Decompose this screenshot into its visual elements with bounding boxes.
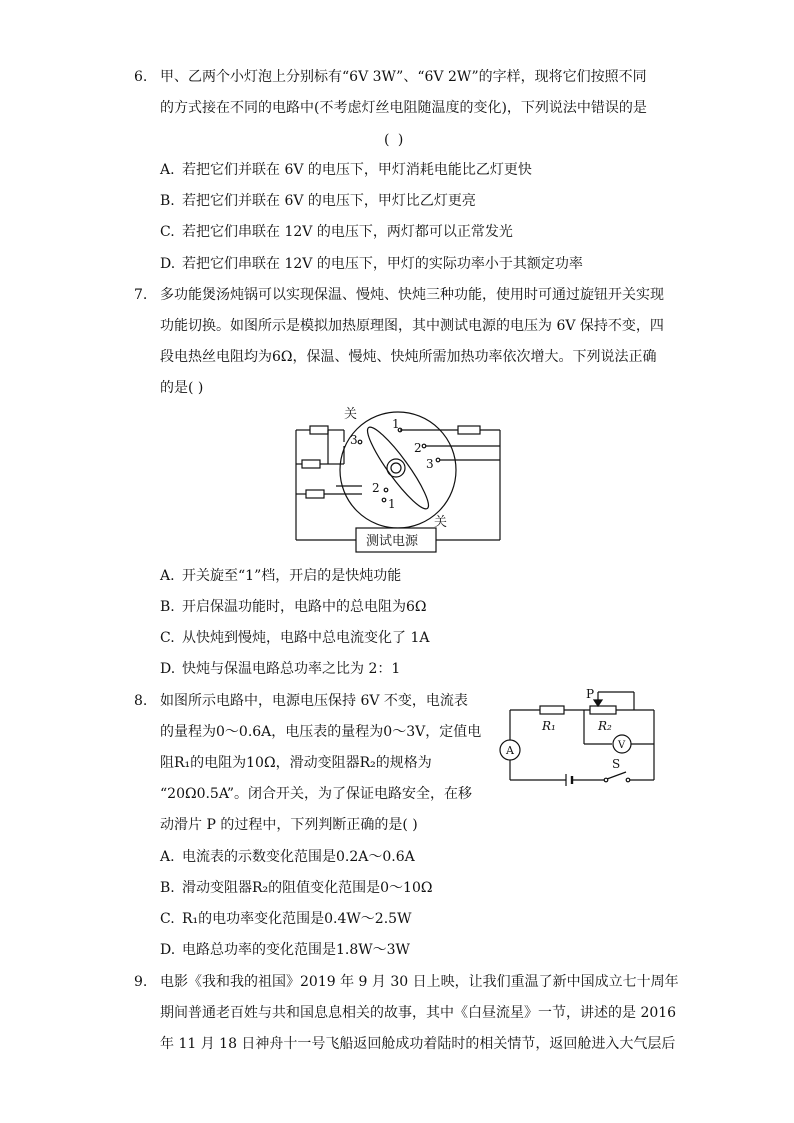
option-text: 从快炖到慢炖，电路中总电流变化了 1A: [182, 630, 430, 646]
option-d: [160, 659, 400, 679]
option-text: 若把它们串联在 12V 的电压下，两灯都可以正常发光: [182, 224, 513, 240]
option-text: 开关旋至“1”档，开启的是快炖功能: [182, 568, 402, 584]
resistor: [306, 490, 324, 498]
resistor: [310, 426, 328, 434]
question-number: 6.: [134, 69, 148, 85]
option-text: R₁的电功率变化范围是0.4W～2.5W: [182, 911, 412, 927]
option-c: [160, 909, 411, 929]
option-text: 电流表的示数变化范围是0.2A～0.6A: [182, 849, 415, 865]
option-letter: D.: [160, 256, 176, 272]
option-letter: B.: [160, 599, 175, 615]
question-number: 8.: [134, 693, 148, 709]
option-letter: A.: [160, 568, 175, 584]
answer-blank: ( ): [384, 132, 406, 148]
option-text: 若把它们并联在 6V 的电压下，甲灯消耗电能比乙灯更快: [182, 162, 532, 178]
option-letter: C.: [160, 630, 175, 646]
r1-label: R₁: [542, 719, 556, 733]
contact-label: 2: [414, 441, 422, 455]
option-d: [160, 940, 410, 960]
option-letter: B.: [160, 880, 175, 896]
label-off-bottom: 关: [434, 515, 448, 530]
contact-label: 2: [372, 481, 380, 495]
option-b: [160, 597, 427, 617]
option-text: 快炖与保温电路总功率之比为 2：1: [182, 661, 401, 677]
ammeter-label: A: [506, 744, 514, 757]
contact-label: 3: [350, 433, 358, 447]
option-letter: C.: [160, 911, 175, 927]
option-text: 若把它们并联在 6V 的电压下，甲灯比乙灯更亮: [182, 193, 476, 209]
resistor: [302, 460, 320, 468]
option-letter: A.: [160, 162, 175, 178]
question-stem-line: 的是( ): [160, 380, 204, 396]
option-letter: A.: [160, 849, 175, 865]
option-text: 开启保温功能时，电路中的总电阻为6Ω: [182, 599, 427, 615]
option-b: [160, 878, 432, 898]
r1-resistor: [540, 706, 564, 714]
contact-label: 3: [426, 457, 434, 471]
slider-p-label: P: [586, 687, 595, 701]
heating-circuit-diagram: [288, 400, 510, 560]
question-stem-line: 阻R₁的电阻为10Ω，滑动变阻器R₂的规格为: [160, 755, 432, 771]
question-stem-line: 电影《我和我的祖国》2019 年 9 月 30 日上映，让我们重温了新中国成立七十周年: [160, 974, 679, 990]
rheostat-circuit-diagram: [494, 684, 662, 790]
question-stem-line: 动滑片 P 的过程中，下列判断正确的是( ): [160, 817, 418, 833]
question-number: 7.: [134, 287, 148, 303]
power-supply-label: 测试电源: [366, 534, 419, 549]
option-letter: D.: [160, 661, 176, 677]
option-letter: B.: [160, 193, 175, 209]
question-stem-line: 年 11 月 18 日神舟十一号飞船返回舱成功着陆时的相关情节，返回舱进入大气层后: [160, 1036, 676, 1052]
option-text: 若把它们串联在 12V 的电压下，甲灯的实际功率小于其额定功率: [182, 256, 583, 272]
question-stem-line: 功能切换。如图所示是模拟加热原理图，其中测试电源的电压为 6V 保持不变，四: [160, 318, 664, 334]
question-stem-line: “20Ω0.5A”。闭合开关，为了保证电路安全，在移: [160, 786, 473, 802]
question-stem-line: 如图所示电路中，电源电压保持 6V 不变，电流表: [160, 693, 468, 709]
option-a: [160, 160, 532, 180]
option-a: [160, 566, 401, 586]
option-b: [160, 191, 476, 211]
question-stem-line: 的方式接在不同的电路中(不考虑灯丝电阻随温度的变化)，下列说法中错误的是: [160, 100, 647, 116]
voltmeter-label: V: [618, 740, 626, 751]
option-letter: D.: [160, 942, 176, 958]
switch-label: S: [612, 757, 621, 771]
label-off-top: 关: [344, 407, 358, 422]
r2-label: R₂: [598, 719, 612, 733]
option-c: [160, 222, 513, 242]
question-stem-line: 的量程为0～0.6A，电压表的量程为0～3V，定值电: [160, 724, 482, 740]
question-stem-line: 甲、乙两个小灯泡上分别标有“6V 3W”、“6V 2W”的字样，现将它们按照不同: [160, 69, 647, 85]
option-c: [160, 628, 429, 648]
question-stem-line: 期间普通老百姓与共和国息息相关的故事，其中《白昼流星》一节，讲述的是 2016: [160, 1005, 677, 1021]
resistor: [458, 426, 480, 434]
option-text: 滑动变阻器R₂的阻值变化范围是0～10Ω: [182, 880, 433, 896]
question-number: 9.: [134, 974, 148, 990]
contact-label: 1: [392, 417, 400, 431]
option-letter: C.: [160, 224, 175, 240]
option-d: [160, 254, 583, 274]
question-stem-line: 多功能煲汤炖锅可以实现保温、慢炖、快炖三种功能，使用时可通过旋钮开关实现: [160, 287, 664, 303]
option-text: 电路总功率的变化范围是1.8W～3W: [182, 942, 410, 958]
option-a: [160, 847, 415, 867]
question-stem-line: 段电热丝电阻均为6Ω，保温、慢炖、快炖所需加热功率依次增大。下列说法正确: [160, 349, 657, 365]
r2-resistor: [590, 706, 616, 714]
contact-label: 1: [388, 497, 396, 511]
